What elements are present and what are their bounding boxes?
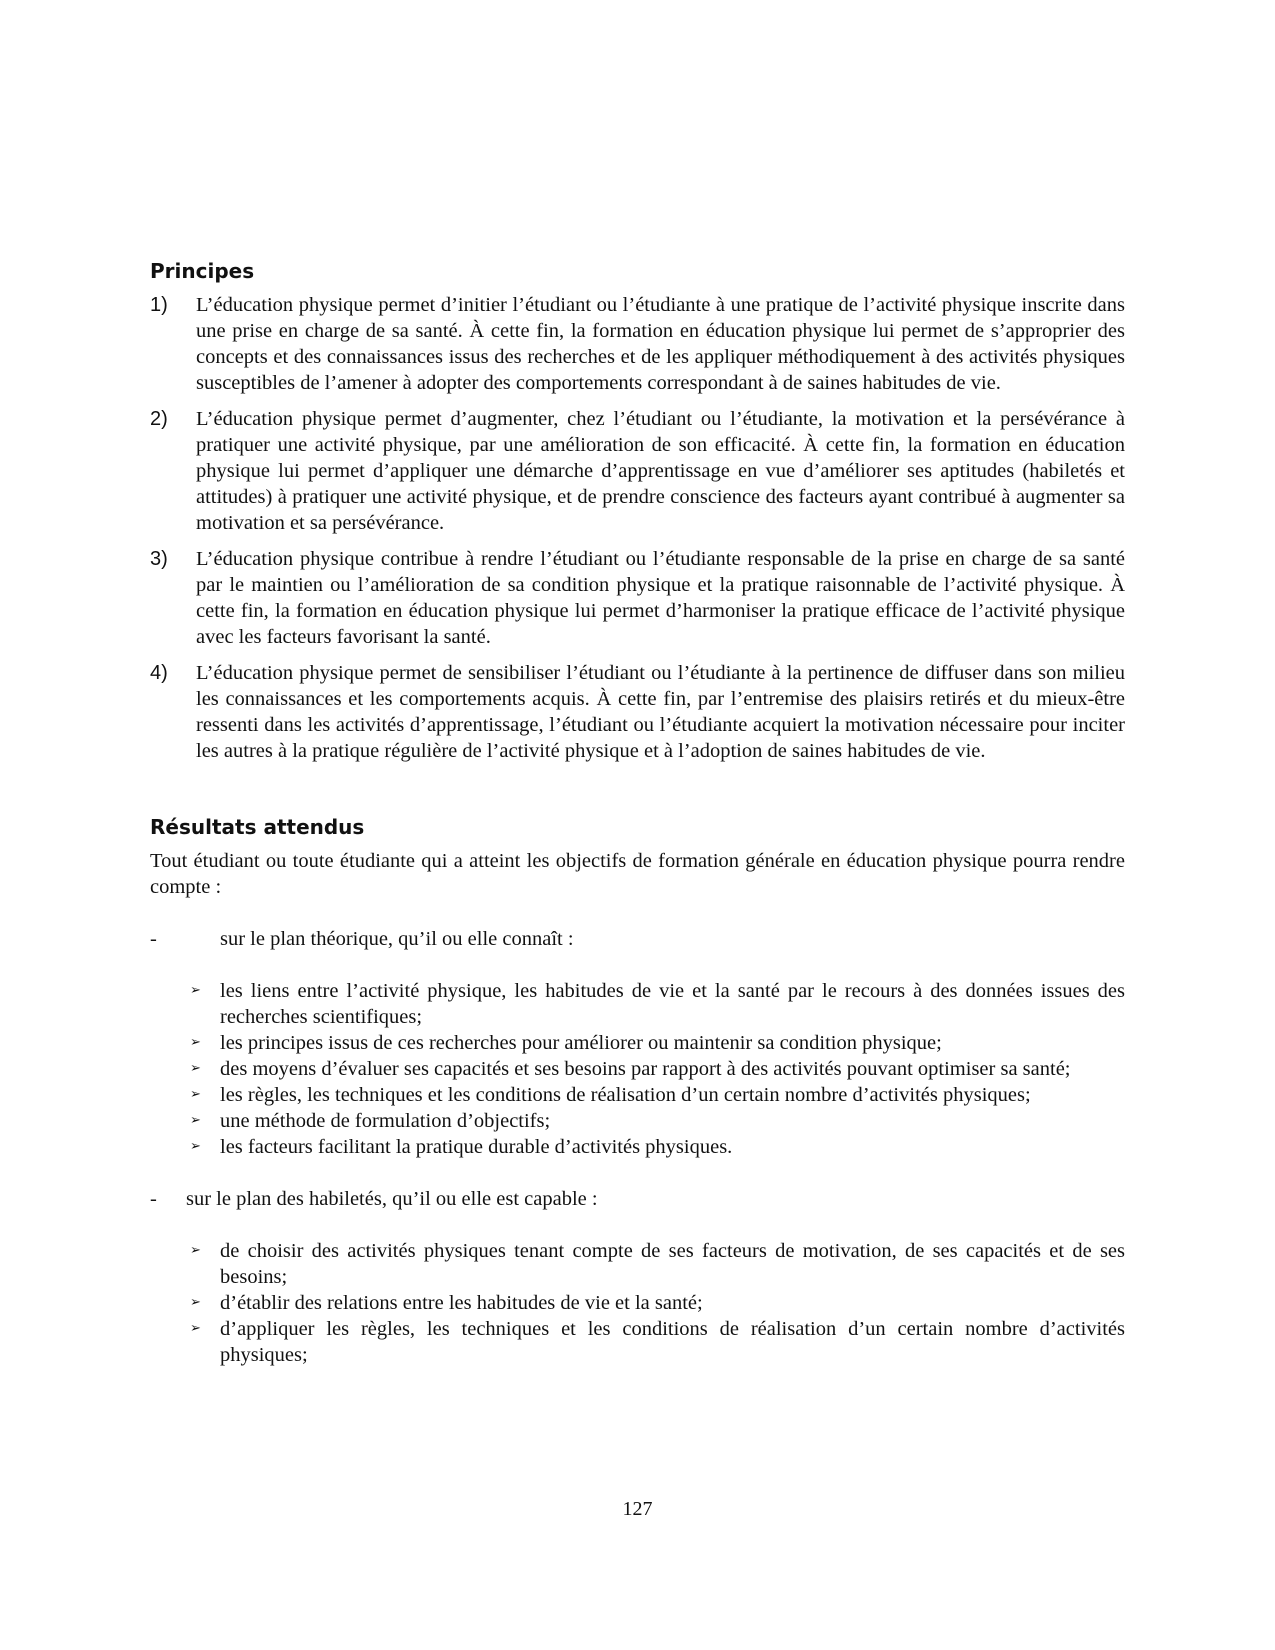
list-item-text: de choisir des activités physiques tenant compte de ses facteurs de motivation, de ses capacités et de ses besoins; xyxy=(220,1240,1125,1288)
arrow-bullet-icon: ➢ xyxy=(190,1061,201,1076)
theoretical-plan-label: sur le plan théorique, qu’il ou elle connaît : xyxy=(220,928,574,950)
list-item xyxy=(190,1238,1125,1290)
arrow-bullet-icon: ➢ xyxy=(190,1113,201,1128)
list-item xyxy=(190,1134,1125,1160)
arrow-bullet-icon: ➢ xyxy=(190,1321,201,1336)
list-item xyxy=(190,1316,1125,1368)
list-item xyxy=(190,1290,1125,1316)
principle-number: 4) xyxy=(150,662,168,684)
list-item-text: d’établir des relations entre les habitudes de vie et la santé; xyxy=(220,1292,703,1314)
principle-text: L’éducation physique permet d’initier l’étudiant ou l’étudiante à une pratique de l’activité physique inscrite dans une prise en charge de sa santé. À cette fin, la formation en éducation physique lui permet de s’approprier des concepts et des connaissances issus des recherches et de les appliquer méthodiquement à des activités physiques susceptibles de l’amener à adopter des comportements correspondant à de saines habitudes de vie. xyxy=(196,294,1125,394)
dash-marker: - xyxy=(150,1188,157,1210)
results-intro: Tout étudiant ou toute étudiante qui a atteint les objectifs de formation générale en éducation physique pourra rendre compte : xyxy=(150,850,1125,898)
list-item-text: des moyens d’évaluer ses capacités et ses besoins par rapport à des activités pouvant optimiser sa santé; xyxy=(220,1058,1071,1080)
principle-number: 1) xyxy=(150,294,168,316)
principle-item xyxy=(150,292,1125,396)
results-heading: Résultats attendus xyxy=(150,815,365,839)
principle-text: L’éducation physique permet d’augmenter, chez l’étudiant ou l’étudiante, la motivation et la persévérance à pratiquer une activité physique, par une amélioration de son efficacité. À cette fin, la formation en éducation physique lui permet d’appliquer une démarche d’apprentissage en vue d’améliorer ses aptitudes (habiletés et attitudes) à pratiquer une activité physique, et de prendre conscience des facteurs ayant contribué à augmenter sa motivation et sa persévérance. xyxy=(196,408,1125,534)
arrow-bullet-icon: ➢ xyxy=(190,1035,201,1050)
section-spacer xyxy=(150,774,1125,814)
list-item-text: une méthode de formulation d’objectifs; xyxy=(220,1110,551,1132)
list-item-text: les facteurs facilitant la pratique durable d’activités physiques. xyxy=(220,1136,733,1158)
list-item xyxy=(190,978,1125,1030)
arrow-bullet-icon: ➢ xyxy=(190,1243,201,1258)
page-number: 127 xyxy=(622,1498,653,1520)
arrow-bullet-icon: ➢ xyxy=(190,1087,201,1102)
theoretical-plan-line xyxy=(150,926,1125,952)
arrow-bullet-icon: ➢ xyxy=(190,1295,201,1310)
list-item-text: les principes issus de ces recherches pour améliorer ou maintenir sa condition physique; xyxy=(220,1032,942,1054)
list-item xyxy=(190,1056,1125,1082)
list-item-text: les liens entre l’activité physique, les habitudes de vie et la santé par le recours à des données issues des recherches scientifiques; xyxy=(220,980,1125,1028)
principle-text: L’éducation physique contribue à rendre l’étudiant ou l’étudiante responsable de la prise en charge de sa santé par le maintien ou l’amélioration de sa condition physique et la pratique raisonnable de l’activité physique. À cette fin, la formation en éducation physique lui permet d’harmoniser la pratique efficace de l’activité physique avec les facteurs favorisant la santé. xyxy=(196,548,1125,648)
skills-plan-label: sur le plan des habiletés, qu’il ou elle est capable : xyxy=(186,1188,598,1210)
dash-marker: - xyxy=(150,928,157,950)
principle-number: 2) xyxy=(150,408,168,430)
principles-heading: Principes xyxy=(150,259,255,283)
principle-item xyxy=(150,660,1125,764)
skills-list xyxy=(190,1238,1125,1368)
principle-item xyxy=(150,406,1125,536)
document-page xyxy=(150,258,1125,1394)
theoretical-list xyxy=(190,978,1125,1160)
list-item xyxy=(190,1030,1125,1056)
list-item-text: d’appliquer les règles, les techniques et les conditions de réalisation d’un certain nombre d’activités physiques; xyxy=(220,1318,1125,1366)
list-item xyxy=(190,1082,1125,1108)
list-item-text: les règles, les techniques et les conditions de réalisation d’un certain nombre d’activités physiques; xyxy=(220,1084,1031,1106)
arrow-bullet-icon: ➢ xyxy=(190,1139,201,1154)
principle-number: 3) xyxy=(150,548,168,570)
principle-item xyxy=(150,546,1125,650)
list-item xyxy=(190,1108,1125,1134)
skills-plan-line xyxy=(150,1186,1125,1212)
arrow-bullet-icon: ➢ xyxy=(190,983,201,998)
principle-text: L’éducation physique permet de sensibiliser l’étudiant ou l’étudiante à la pertinence de diffuser dans son milieu les connaissances et les comportements acquis. À cette fin, par l’entremise des plaisirs retirés et du mieux-être ressenti dans les activités d’apprentissage, l’étudiant ou l’étudiante acquiert la motivation nécessaire pour inciter les autres à la pratique régulière de l’activité physique et à l’adoption de saines habitudes de vie. xyxy=(196,662,1125,762)
